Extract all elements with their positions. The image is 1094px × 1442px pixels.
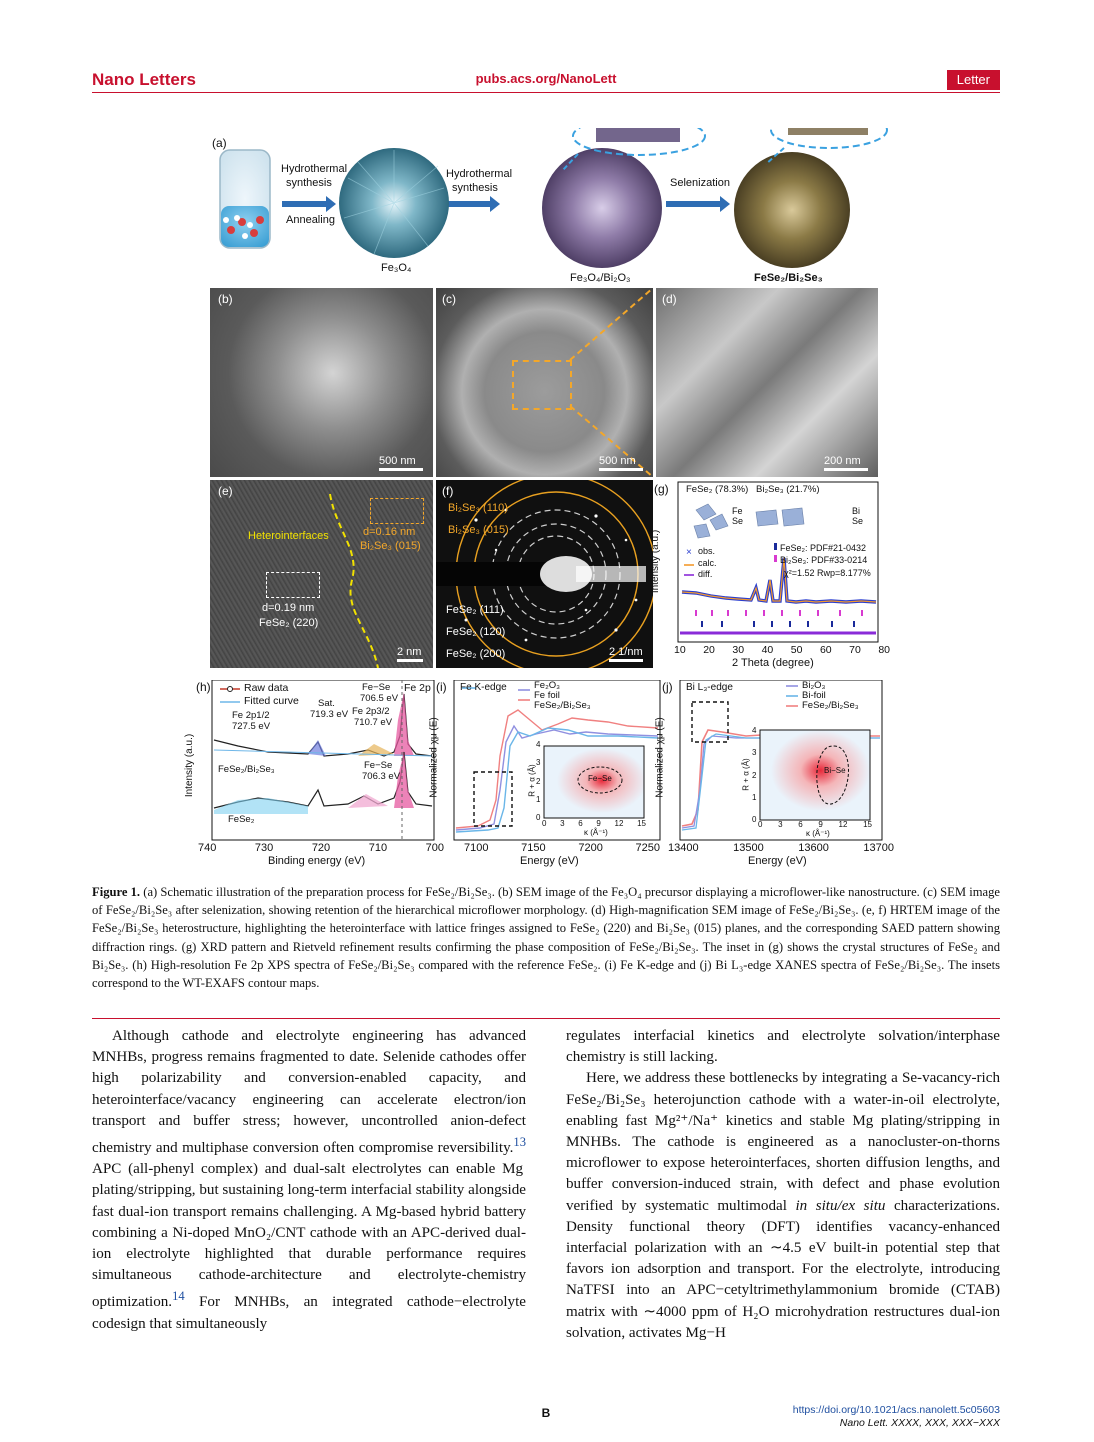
scale-text: 500 nm [599,455,636,467]
ring-label-5: FeSe₂ (200) [446,648,506,660]
journal-url[interactable]: pubs.acs.org/NanoLett [475,71,617,86]
step2-top: Hydrothermal [446,168,513,180]
product1: Fe₃O₄ [381,262,412,274]
panel-label: (j) [662,680,673,694]
sample-2: FeSe₂ [228,814,255,825]
phase2-label: Bi₂Se₃ (21.7%) [756,484,820,495]
fit-quality: χ²=1.52 Rwp=8.177% [784,568,871,578]
panel-a [198,128,896,286]
body-column-right [566,1026,1000,1344]
d-plane-2: FeSe₂ (220) [259,617,319,629]
x-ticks [198,842,444,854]
x-ticks [464,842,660,854]
inset-x-ticks [542,819,646,828]
scale-text: 200 nm [824,455,861,467]
legend-1: Fe₂O₃ [534,680,561,691]
citation-link[interactable]: 14 [172,1289,185,1304]
tick: 700 [425,842,444,854]
tick: 9 [596,819,601,828]
tick: 12 [838,820,848,829]
header-rule [92,92,1000,93]
x-ticks [674,644,890,656]
inset-y-ticks [536,740,540,822]
inset-peak: Bi−Se [824,766,846,775]
ring-label-3: FeSe₂ (111) [446,604,504,616]
legend-raw: Raw data [244,682,289,694]
legend-3: FeSe₂/Bi₂Se₃ [802,700,859,711]
d-plane-1: Bi₂Se₃ (015) [360,540,421,552]
fese-2-energy: 706.3 eV [362,771,401,782]
fringe-box-bi2se3 [370,498,424,524]
svg-text:×: × [686,547,692,558]
article-type-badge: Letter [947,70,1000,90]
tick: 10 [674,644,686,656]
scale-text: 500 nm [379,455,416,467]
tick: 2 [752,770,757,780]
step2-bottom: synthesis [452,182,498,194]
scale-bar [824,455,868,471]
product2: Fe₃O₄/Bi₂O₃ [570,272,631,284]
tick: 0 [752,815,757,824]
tick: 15 [863,820,872,829]
citation-line: Nano Lett. XXXX, XXX, XXX−XXX [839,1417,1000,1429]
legend-calc: calc. [698,558,717,568]
edge-label: Fe K-edge [460,682,507,693]
scale-bar [379,455,423,471]
tick: 13500 [733,842,764,854]
panel-c-sem-image [436,288,653,477]
tick: 7100 [464,842,489,854]
tick: 3 [752,748,757,758]
sat-energy: 719.3 eV [310,709,349,720]
p12: Fe 2p1/2 [232,710,270,721]
scale-bar [609,646,643,662]
tick: 7200 [578,842,603,854]
sat: Sat. [318,698,335,709]
tick: 0 [536,813,541,822]
step1-bottom: Annealing [286,214,335,226]
element-se-2: Se [852,516,864,526]
text-run: Although cathode and electrolyte engineering has advanced MNHBs, progress remains fragmented to date. Selenide cathodes offer high polarizability and conversion-enabled capacity, and heterointerface/vacancy engineering can accelerate electron/ion transport and buffer stress; however, uncontrolled anion-defect chemistry and multiphase conversion often compromise reversibility. [92,1028,526,1157]
panel-f-saed-image [436,480,653,668]
inset-x-ticks [758,820,872,829]
figure-caption [92,883,1000,992]
tick: 4 [752,726,757,735]
corner-label: Fe 2p [404,682,431,694]
panel-b-sem-image [210,288,433,477]
legend-2: Bi-foil [802,690,826,701]
tick: 13700 [863,842,894,854]
inset-ylabel: R + α (Å) [741,758,751,791]
panel-label: (f) [442,484,454,498]
legend-3: FeSe₂/Bi₂Se₃ [534,700,591,711]
text-run: For MNHBs, an integrated cathode−electrolyte codesign that simultaneously [92,1294,526,1332]
p32-energy: 710.7 eV [354,717,393,728]
tick: 50 [790,644,803,656]
panel-label: (b) [218,292,233,306]
x-axis-label: Energy (eV) [748,855,807,867]
caption-rule [92,1018,1000,1019]
element-bi: Bi [852,506,861,516]
x-axis-label: 2 Theta (degree) [732,657,814,669]
doi-link[interactable]: https://doi.org/10.1021/acs.nanolett.5c05603 [792,1404,1000,1416]
inset-ylabel: R + α (Å) [527,764,537,797]
ring-label-4: FeSe₂ (120) [446,626,506,638]
legend-1: Bi₂O₃ [802,680,826,691]
paragraph: regulates interfacial kinetics and electrolyte solvation/interphase chemistry is still lacking. [566,1028,1000,1066]
element-fe: Fe [732,506,743,516]
tick: 12 [614,819,624,828]
y-axis-label: Normalized χμ (E) [654,717,666,798]
legend-obs: obs. [698,546,716,556]
tick: 730 [254,842,274,854]
pdf-fese2: FeSe₂: PDF#21-0432 [780,543,867,553]
tick: 20 [703,644,715,656]
sample-1: FeSe₂/Bi₂Se₃ [218,764,275,775]
tick: 7250 [635,842,660,854]
scale-text: 2 1/nm [609,646,643,658]
tick: 710 [368,842,388,854]
fringe-box-fese2 [266,572,320,598]
scale-bar [599,455,643,471]
tick: 1 [752,792,757,802]
fese-1-energy: 706.5 eV [360,693,399,704]
panel-label: (h) [196,680,211,694]
paragraph [92,1026,526,1335]
x-axis-label: Binding energy (eV) [268,855,366,867]
pdf-bi2se3: Bi₂Se₃: PDF#33-0214 [780,555,868,565]
d-spacing-1: d=0.16 nm [363,526,416,538]
tick: 3 [536,758,541,768]
text-run: APC (all-phenyl complex) and dual-salt electrolytes can enable Mg plating/stripping, but sustaining long-term interfacial stability alongside fast dual-ion transport remains challenging. A Mg-based hybrid battery combining a Ni-doped MnO₂/CNT cathode with an APC-derived dual-ion electrolyte highlighted that durable performance requires simultaneous cathode-architecture and electrolyte-chemistry optimization. [92,1161,526,1311]
caption-text: (a) Schematic illustration of the preparation process for FeSe₂/Bi₂Se₃. (b) SEM image of the Fe₃O₄ precursor displaying a microflower-like nanostructure. (c) SEM image of FeSe₂/Bi₂Se₃ after selenization, showing retention of the hierarchical microflower morphology. (d) High-magnification SEM image of FeSe₂/Bi₂Se₃. (e, f) HRTEM image of the FeSe₂/Bi₂Se₃ heterostructure, highlighting the heterointerface with lattice fringes assigned to FeSe₂ (220) and Bi₂Se₃ (015) planes, and the corresponding SAED pattern showing diffraction rings. (g) XRD pattern and Rietveld refinement results confirming the phase composition of FeSe₂/Bi₂Se₃. The inset in (g) shows the crystal structures of FeSe₂ and Bi₂Se₃. (h) High-resolution Fe 2p XPS spectra of FeSe₂/Bi₂Se₃ compared with the reference FeSe₂. (i) Fe K-edge and (j) Bi L₃-edge XANES spectra of FeSe₂/Bi₂Se₃. The insets correspond to the WT-EXAFS contour maps. [92,885,1001,991]
inset-xlabel: κ (Å⁻¹) [806,829,830,838]
citation-link[interactable]: 13 [513,1135,526,1150]
tick: 15 [637,819,646,828]
figure-1 [184,128,896,868]
zoom-lines [436,288,653,477]
tick: 70 [849,644,861,656]
p12-energy: 727.5 eV [232,721,271,732]
tick: 13400 [668,842,699,854]
paragraph [566,1068,1000,1344]
panel-label: (d) [662,292,677,306]
legend-diff: diff. [698,569,713,579]
edge-label: Bi L₃-edge [686,682,733,693]
tick: 40 [761,644,774,656]
tick: 0 [542,819,547,828]
panel-label: (e) [218,484,233,498]
tick: 2 [536,776,541,786]
italic-run: in situ/ex situ [795,1197,886,1214]
tick: 720 [311,842,331,854]
scale-bar [397,646,423,662]
legend-fit: Fitted curve [244,695,299,707]
panel-j-xanes [654,680,896,870]
d-spacing-2: d=0.19 nm [262,602,315,614]
x-axis-label: Energy (eV) [520,855,579,867]
page-number: B [541,1406,551,1420]
element-se-1: Se [732,516,744,526]
tick: 0 [758,820,763,829]
product3: FeSe₂/Bi₂Se₃ [754,272,823,284]
ring-label-2: Bi₂Se₃ (015) [448,524,509,536]
text-run: Here, we address these bottlenecks by integrating a Se-vacancy-rich FeSe₂/Bi₂Se₃ heterojunction cathode with a water-in-oil electrolyte, enabling fast Mg²⁺/Na⁺ kinetics and stable Mg plating/stripping in MNHBs. The cathode is engineered as a nanocluster-on-thorns microflower to expose heterointerfaces, shorten diffusion lengths, and buffer conversion-induced strain, with defect and phase evolution verified by systematic multimodal [566,1070,1000,1214]
tick: 60 [819,644,832,656]
legend-2: Fe foil [534,690,560,701]
panel-e-hrtem-image [210,480,433,668]
phase1-label: FeSe₂ (78.3%) [686,484,749,495]
panel-label: (c) [442,292,456,306]
tick: 1 [536,794,541,804]
tick: 7150 [521,842,546,854]
y-axis-label: Normalized χμ (E) [428,717,440,798]
panel-label: (g) [654,482,669,496]
page-header [92,70,1000,91]
tick: 6 [798,820,803,829]
tick: 3 [560,819,565,828]
tick: 740 [198,842,217,854]
panel-label: (i) [436,680,447,694]
schematic-svg [198,128,896,286]
tick: 4 [536,740,541,749]
step1-mid: synthesis [286,177,332,189]
inset-xlabel: κ (Å⁻¹) [584,828,608,837]
tick: 3 [778,820,783,829]
step3-label: Selenization [670,177,730,189]
body-column-left [92,1026,526,1335]
tick: 6 [578,819,583,828]
text-run: characterizations. Density functional theory (DFT) identifies vacancy-enhanced interfacial polarization with an ∼4.5 eV built-in potential step that favors ion adsorption and transport. For the electrolyte, introducing NaTFSI into an APC−cetyltrimethylammonium bromide (CTAB) matrix with ∼4000 ppm of H₂O microhydration restructures dual-ion solvation, activates Mg−H [566,1197,1000,1341]
heterointerface-label: Heterointerfaces [248,530,329,542]
tick: 9 [818,820,823,829]
step1-top: Hydrothermal [281,163,348,175]
tick: 80 [878,644,890,656]
journal-name[interactable]: Nano Letters [92,70,196,89]
scale-text: 2 nm [397,646,422,658]
y-axis-label: Intensity (a.u.) [650,529,662,594]
fese-1: Fe−Se [362,682,391,693]
panel-h-xps [184,680,444,870]
tick: 30 [732,644,745,656]
p32: Fe 2p3/2 [352,706,390,717]
tick: 13600 [798,842,829,854]
panel-g-xrd [650,480,896,672]
fese-2: Fe−Se [364,760,393,771]
caption-label: Figure 1. [92,885,141,899]
y-axis-label: Intensity (a.u.) [184,733,196,798]
ring-label-1: Bi₂Se₃ (110) [448,502,508,514]
panel-label: (a) [212,136,227,150]
x-ticks [668,842,894,854]
panel-d-sem-image [656,288,878,477]
inset-peak: Fe−Se [588,774,612,783]
inset-y-ticks [752,726,756,824]
